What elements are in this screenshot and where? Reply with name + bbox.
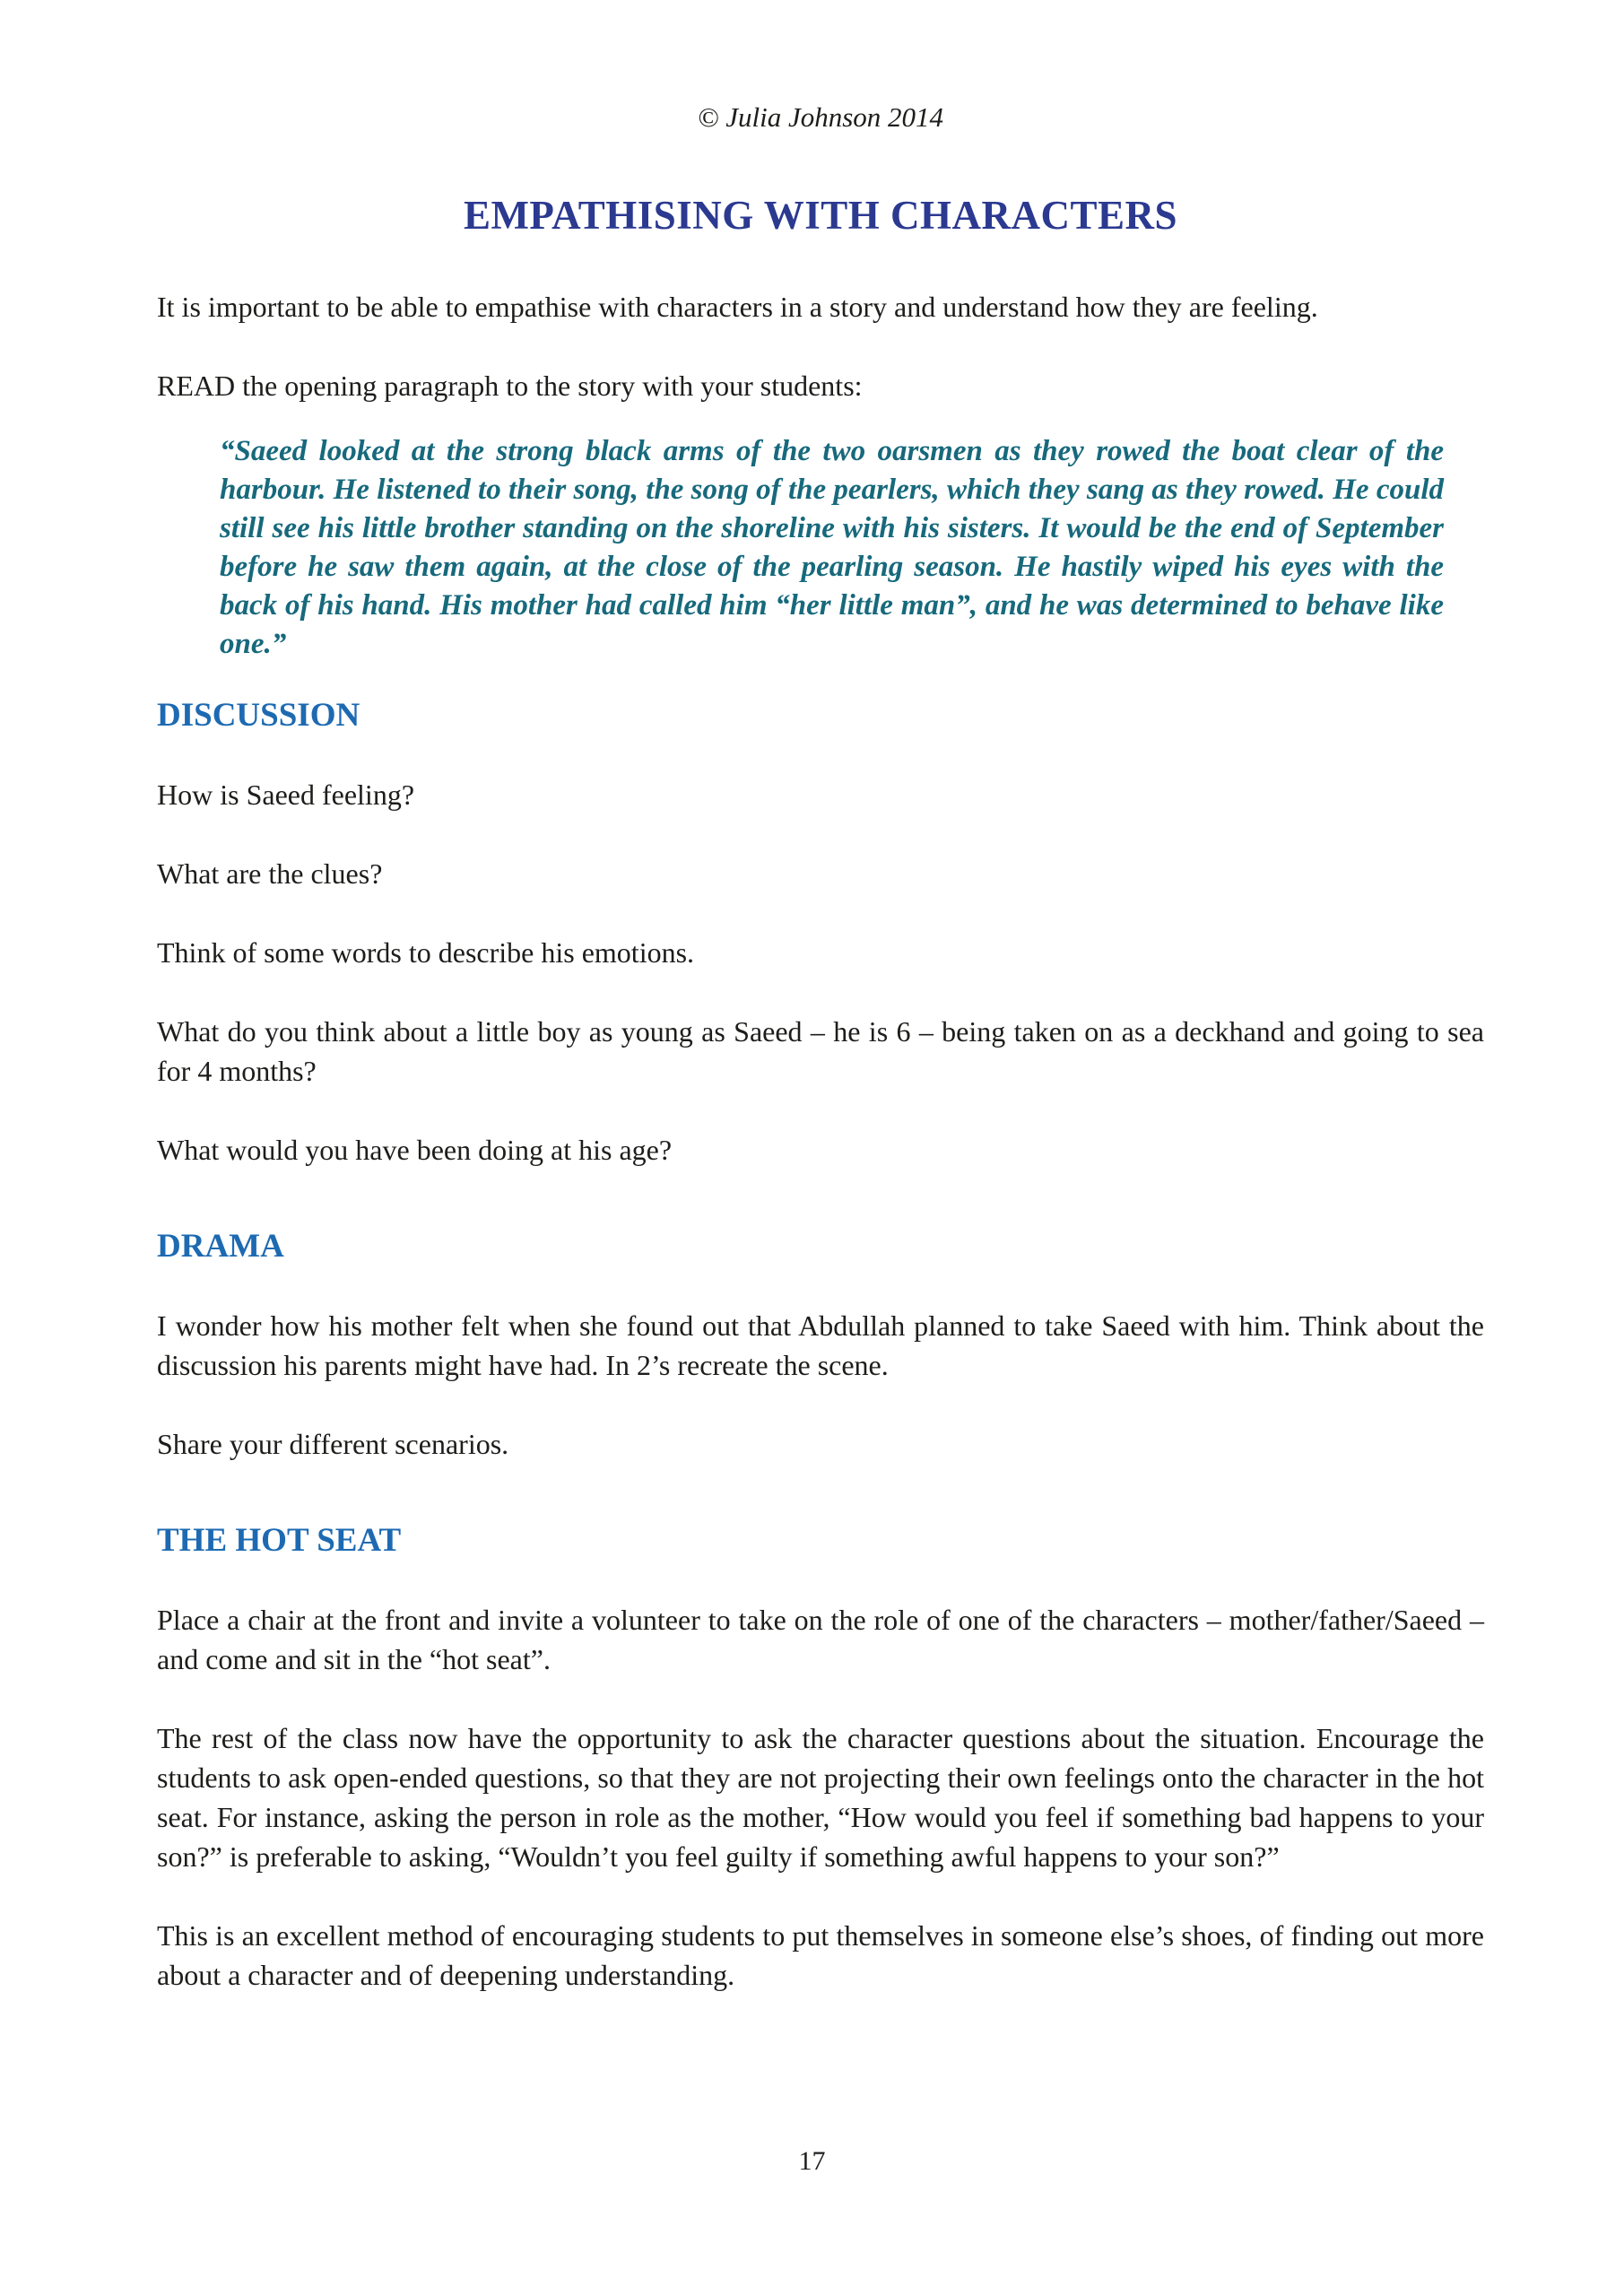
story-quote: “Saeed looked at the strong black arms of the two oarsmen as they rowed the boat clear of the harbour. He listened to their song, the song of the pearlers, which they sang as they rowed. He could still see his little brother standing on the shoreline with his sisters. It would be the end of September before he saw them again, at the close of the pearling season. He hastily wiped his eyes with the back of his hand. His mother had called him “her little man”, and he was determined to behave like one.” [220, 435, 1444, 660]
section-heading-hot-seat: THE HOT SEAT [157, 1522, 402, 1559]
drama-paragraph-2: Share your different scenarios. [157, 1428, 509, 1460]
discussion-question-5: What would you have been doing at his age? [157, 1134, 673, 1166]
page-title: EMPATHISING WITH CHARACTERS [463, 193, 1178, 238]
discussion-question-1: How is Saeed feeling? [157, 778, 415, 811]
section-heading-discussion: DISCUSSION [157, 697, 360, 734]
discussion-question-2: What are the clues? [157, 857, 383, 890]
read-instruction: READ the opening paragraph to the story with your students: [157, 370, 863, 402]
copyright-line: © Julia Johnson 2014 [697, 101, 944, 133]
discussion-question-3: Think of some words to describe his emotions. [157, 936, 695, 969]
hot-seat-paragraph-1: Place a chair at the front and invite a volunteer to take on the role of one of the characters – mother/father/Saeed – and come and sit in the “hot seat”. [157, 1604, 1484, 1675]
page-number: 17 [798, 2146, 826, 2176]
discussion-question-4: What do you think about a little boy as young as Saeed – he is 6 – being taken on as a deckhand and going to sea for 4 months? [157, 1015, 1484, 1087]
hot-seat-paragraph-2: The rest of the class now have the opportunity to ask the character questions about the situation. Encourage the students to ask open-ended questions, so that they are not projecting their own feelings onto the character in the hot seat. For instance, asking the person in role as the mother, “How would you feel if something bad happens to your son?” is preferable to asking, “Wouldn’t you feel guilty if something awful happens to your son?” [157, 1722, 1484, 1873]
section-heading-drama: DRAMA [157, 1228, 284, 1265]
hot-seat-paragraph-3: This is an excellent method of encouraging students to put themselves in someone else’s shoes, of finding out more about a character and of deepening understanding. [157, 1919, 1484, 1991]
drama-paragraph-1: I wonder how his mother felt when she found out that Abdullah planned to take Saeed with him. Think about the discussion his parents might have had. In 2’s recreate the scene. [157, 1309, 1484, 1381]
intro-paragraph: It is important to be able to empathise with characters in a story and understand how they are feeling. [157, 291, 1318, 323]
